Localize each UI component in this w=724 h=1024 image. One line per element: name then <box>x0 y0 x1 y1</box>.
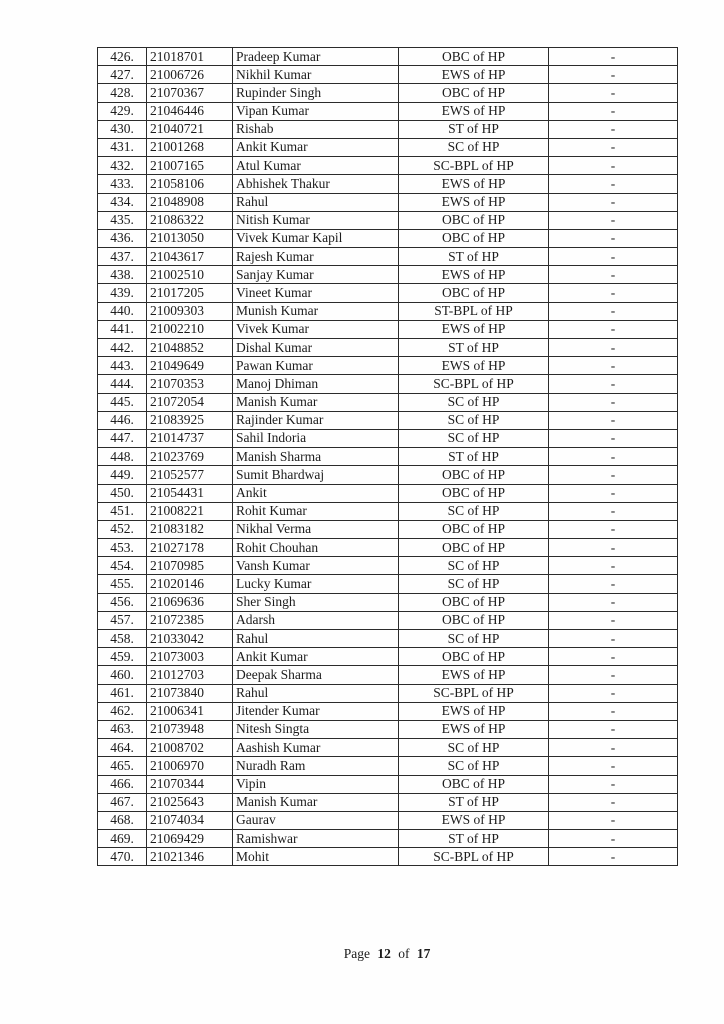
roll-no-cell: 21001268 <box>147 138 233 156</box>
roll-no-cell: 21070353 <box>147 375 233 393</box>
remark-cell: - <box>549 429 678 447</box>
roll-no-cell: 21048908 <box>147 193 233 211</box>
remark-cell: - <box>549 666 678 684</box>
roll-no-cell: 21007165 <box>147 157 233 175</box>
remark-cell: - <box>549 611 678 629</box>
serial-cell: 469. <box>98 830 147 848</box>
serial-cell: 465. <box>98 757 147 775</box>
table-row <box>98 84 678 102</box>
table-row <box>98 229 678 247</box>
remark-cell: - <box>549 484 678 502</box>
name-cell: Rahul <box>233 684 399 702</box>
category-cell: SC-BPL of HP <box>399 157 549 175</box>
roll-no-cell: 21070367 <box>147 84 233 102</box>
name-cell: Manish Kumar <box>233 393 399 411</box>
remark-cell: - <box>549 630 678 648</box>
name-cell: Rohit Kumar <box>233 502 399 520</box>
name-cell: Manoj Dhiman <box>233 375 399 393</box>
remark-cell: - <box>549 284 678 302</box>
results-table-body <box>98 48 678 866</box>
category-cell: EWS of HP <box>399 266 549 284</box>
category-cell: OBC of HP <box>399 775 549 793</box>
remark-cell: - <box>549 448 678 466</box>
table-row <box>98 666 678 684</box>
table-row <box>98 193 678 211</box>
roll-no-cell: 21058106 <box>147 175 233 193</box>
remark-cell: - <box>549 102 678 120</box>
roll-no-cell: 21013050 <box>147 229 233 247</box>
roll-no-cell: 21049649 <box>147 357 233 375</box>
serial-cell: 455. <box>98 575 147 593</box>
remark-cell: - <box>549 684 678 702</box>
roll-no-cell: 21083925 <box>147 411 233 429</box>
category-cell: EWS of HP <box>399 811 549 829</box>
table-row <box>98 811 678 829</box>
remark-cell: - <box>549 520 678 538</box>
roll-no-cell: 21086322 <box>147 211 233 229</box>
roll-no-cell: 21023769 <box>147 448 233 466</box>
roll-no-cell: 21040721 <box>147 120 233 138</box>
roll-no-cell: 21002510 <box>147 266 233 284</box>
table-row <box>98 302 678 320</box>
serial-cell: 432. <box>98 157 147 175</box>
table-row <box>98 248 678 266</box>
table-row <box>98 375 678 393</box>
category-cell: OBC of HP <box>399 593 549 611</box>
table-row <box>98 357 678 375</box>
name-cell: Rahul <box>233 630 399 648</box>
table-row <box>98 630 678 648</box>
footer-total-pages: 17 <box>416 946 431 961</box>
name-cell: Nikhal Verma <box>233 520 399 538</box>
remark-cell: - <box>549 575 678 593</box>
category-cell: EWS of HP <box>399 357 549 375</box>
remark-cell: - <box>549 357 678 375</box>
remark-cell: - <box>549 775 678 793</box>
roll-no-cell: 21014737 <box>147 429 233 447</box>
serial-cell: 464. <box>98 739 147 757</box>
category-cell: OBC of HP <box>399 211 549 229</box>
category-cell: SC of HP <box>399 757 549 775</box>
remark-cell: - <box>549 138 678 156</box>
table-row <box>98 211 678 229</box>
serial-cell: 456. <box>98 593 147 611</box>
remark-cell: - <box>549 66 678 84</box>
name-cell: Rohit Chouhan <box>233 539 399 557</box>
serial-cell: 457. <box>98 611 147 629</box>
serial-cell: 445. <box>98 393 147 411</box>
serial-cell: 438. <box>98 266 147 284</box>
serial-cell: 451. <box>98 502 147 520</box>
name-cell: Mohit <box>233 848 399 866</box>
category-cell: OBC of HP <box>399 84 549 102</box>
name-cell: Munish Kumar <box>233 302 399 320</box>
remark-cell: - <box>549 848 678 866</box>
table-row <box>98 830 678 848</box>
serial-cell: 436. <box>98 229 147 247</box>
serial-cell: 458. <box>98 630 147 648</box>
table-row <box>98 284 678 302</box>
serial-cell: 447. <box>98 429 147 447</box>
roll-no-cell: 21006341 <box>147 702 233 720</box>
footer-of-label: of <box>398 946 410 961</box>
table-row <box>98 102 678 120</box>
table-row <box>98 702 678 720</box>
remark-cell: - <box>549 375 678 393</box>
table-row <box>98 484 678 502</box>
roll-no-cell: 21017205 <box>147 284 233 302</box>
roll-no-cell: 21048852 <box>147 339 233 357</box>
remark-cell: - <box>549 793 678 811</box>
serial-cell: 466. <box>98 775 147 793</box>
category-cell: OBC of HP <box>399 520 549 538</box>
table-row <box>98 429 678 447</box>
serial-cell: 444. <box>98 375 147 393</box>
serial-cell: 430. <box>98 120 147 138</box>
serial-cell: 446. <box>98 411 147 429</box>
category-cell: EWS of HP <box>399 102 549 120</box>
category-cell: EWS of HP <box>399 320 549 338</box>
remark-cell: - <box>549 229 678 247</box>
category-cell: EWS of HP <box>399 175 549 193</box>
category-cell: ST of HP <box>399 448 549 466</box>
category-cell: SC-BPL of HP <box>399 848 549 866</box>
table-row <box>98 502 678 520</box>
category-cell: SC of HP <box>399 739 549 757</box>
name-cell: Ankit Kumar <box>233 648 399 666</box>
category-cell: SC-BPL of HP <box>399 375 549 393</box>
category-cell: OBC of HP <box>399 539 549 557</box>
name-cell: Ankit Kumar <box>233 138 399 156</box>
remark-cell: - <box>549 757 678 775</box>
roll-no-cell: 21072054 <box>147 393 233 411</box>
category-cell: SC of HP <box>399 138 549 156</box>
name-cell: Pawan Kumar <box>233 357 399 375</box>
table-row <box>98 411 678 429</box>
serial-cell: 439. <box>98 284 147 302</box>
name-cell: Aashish Kumar <box>233 739 399 757</box>
serial-cell: 450. <box>98 484 147 502</box>
remark-cell: - <box>549 339 678 357</box>
roll-no-cell: 21043617 <box>147 248 233 266</box>
roll-no-cell: 21021346 <box>147 848 233 866</box>
table-row <box>98 393 678 411</box>
category-cell: EWS of HP <box>399 702 549 720</box>
category-cell: SC of HP <box>399 630 549 648</box>
name-cell: Vipin <box>233 775 399 793</box>
table-row <box>98 266 678 284</box>
roll-no-cell: 21006726 <box>147 66 233 84</box>
table-row <box>98 466 678 484</box>
table-row <box>98 593 678 611</box>
table-row <box>98 66 678 84</box>
serial-cell: 440. <box>98 302 147 320</box>
name-cell: Vivek Kumar Kapil <box>233 229 399 247</box>
category-cell: EWS of HP <box>399 666 549 684</box>
remark-cell: - <box>549 266 678 284</box>
serial-cell: 427. <box>98 66 147 84</box>
name-cell: Nikhil Kumar <box>233 66 399 84</box>
name-cell: Gaurav <box>233 811 399 829</box>
category-cell: ST of HP <box>399 248 549 266</box>
serial-cell: 442. <box>98 339 147 357</box>
name-cell: Deepak Sharma <box>233 666 399 684</box>
remark-cell: - <box>549 157 678 175</box>
roll-no-cell: 21073948 <box>147 720 233 738</box>
table-row <box>98 539 678 557</box>
serial-cell: 452. <box>98 520 147 538</box>
name-cell: Rajesh Kumar <box>233 248 399 266</box>
footer-page-label: Page <box>343 946 370 961</box>
category-cell: ST of HP <box>399 339 549 357</box>
roll-no-cell: 21018701 <box>147 48 233 66</box>
table-row <box>98 684 678 702</box>
name-cell: Manish Sharma <box>233 448 399 466</box>
serial-cell: 449. <box>98 466 147 484</box>
table-row <box>98 648 678 666</box>
serial-cell: 428. <box>98 84 147 102</box>
remark-cell: - <box>549 248 678 266</box>
remark-cell: - <box>549 320 678 338</box>
serial-cell: 433. <box>98 175 147 193</box>
serial-cell: 448. <box>98 448 147 466</box>
roll-no-cell: 21070344 <box>147 775 233 793</box>
name-cell: Jitender Kumar <box>233 702 399 720</box>
category-cell: ST of HP <box>399 793 549 811</box>
remark-cell: - <box>549 393 678 411</box>
category-cell: SC of HP <box>399 502 549 520</box>
roll-no-cell: 21069429 <box>147 830 233 848</box>
roll-no-cell: 21070985 <box>147 557 233 575</box>
roll-no-cell: 21027178 <box>147 539 233 557</box>
remark-cell: - <box>549 175 678 193</box>
category-cell: ST-BPL of HP <box>399 302 549 320</box>
category-cell: EWS of HP <box>399 193 549 211</box>
name-cell: Atul Kumar <box>233 157 399 175</box>
serial-cell: 435. <box>98 211 147 229</box>
table-row <box>98 757 678 775</box>
roll-no-cell: 21072385 <box>147 611 233 629</box>
name-cell: Vipan Kumar <box>233 102 399 120</box>
name-cell: Abhishek Thakur <box>233 175 399 193</box>
roll-no-cell: 21083182 <box>147 520 233 538</box>
serial-cell: 443. <box>98 357 147 375</box>
serial-cell: 459. <box>98 648 147 666</box>
category-cell: OBC of HP <box>399 48 549 66</box>
name-cell: Dishal Kumar <box>233 339 399 357</box>
remark-cell: - <box>549 539 678 557</box>
category-cell: OBC of HP <box>399 284 549 302</box>
roll-no-cell: 21020146 <box>147 575 233 593</box>
remark-cell: - <box>549 739 678 757</box>
roll-no-cell: 21006970 <box>147 757 233 775</box>
name-cell: Rajinder Kumar <box>233 411 399 429</box>
name-cell: Sanjay Kumar <box>233 266 399 284</box>
remark-cell: - <box>549 302 678 320</box>
name-cell: Nitesh Singta <box>233 720 399 738</box>
category-cell: EWS of HP <box>399 66 549 84</box>
table-row <box>98 575 678 593</box>
table-row <box>98 775 678 793</box>
table-row <box>98 448 678 466</box>
roll-no-cell: 21073840 <box>147 684 233 702</box>
footer-page-number: 12 <box>377 946 391 961</box>
table-row <box>98 739 678 757</box>
category-cell: SC of HP <box>399 429 549 447</box>
remark-cell: - <box>549 557 678 575</box>
category-cell: OBC of HP <box>399 466 549 484</box>
category-cell: ST of HP <box>399 120 549 138</box>
table-row <box>98 320 678 338</box>
category-cell: SC of HP <box>399 393 549 411</box>
roll-no-cell: 21074034 <box>147 811 233 829</box>
category-cell: OBC of HP <box>399 484 549 502</box>
remark-cell: - <box>549 211 678 229</box>
category-cell: EWS of HP <box>399 720 549 738</box>
name-cell: Pradeep Kumar <box>233 48 399 66</box>
name-cell: Sher Singh <box>233 593 399 611</box>
serial-cell: 441. <box>98 320 147 338</box>
serial-cell: 434. <box>98 193 147 211</box>
name-cell: Rupinder Singh <box>233 84 399 102</box>
remark-cell: - <box>549 830 678 848</box>
remark-cell: - <box>549 502 678 520</box>
name-cell: Rahul <box>233 193 399 211</box>
name-cell: Sumit Bhardwaj <box>233 466 399 484</box>
remark-cell: - <box>549 720 678 738</box>
roll-no-cell: 21009303 <box>147 302 233 320</box>
roll-no-cell: 21073003 <box>147 648 233 666</box>
serial-cell: 426. <box>98 48 147 66</box>
table-row <box>98 720 678 738</box>
category-cell: SC of HP <box>399 411 549 429</box>
category-cell: OBC of HP <box>399 648 549 666</box>
name-cell: Adarsh <box>233 611 399 629</box>
name-cell: Vivek Kumar <box>233 320 399 338</box>
roll-no-cell: 21008221 <box>147 502 233 520</box>
roll-no-cell: 21025643 <box>147 793 233 811</box>
page-footer <box>97 946 677 962</box>
remark-cell: - <box>549 193 678 211</box>
serial-cell: 460. <box>98 666 147 684</box>
name-cell: Rishab <box>233 120 399 138</box>
name-cell: Sahil Indoria <box>233 429 399 447</box>
serial-cell: 463. <box>98 720 147 738</box>
remark-cell: - <box>549 466 678 484</box>
remark-cell: - <box>549 48 678 66</box>
remark-cell: - <box>549 120 678 138</box>
serial-cell: 468. <box>98 811 147 829</box>
name-cell: Vansh Kumar <box>233 557 399 575</box>
table-row <box>98 557 678 575</box>
roll-no-cell: 21046446 <box>147 102 233 120</box>
serial-cell: 453. <box>98 539 147 557</box>
table-row <box>98 157 678 175</box>
name-cell: Manish Kumar <box>233 793 399 811</box>
serial-cell: 462. <box>98 702 147 720</box>
table-row <box>98 138 678 156</box>
name-cell: Nuradh Ram <box>233 757 399 775</box>
category-cell: OBC of HP <box>399 229 549 247</box>
remark-cell: - <box>549 811 678 829</box>
roll-no-cell: 21054431 <box>147 484 233 502</box>
name-cell: Ankit <box>233 484 399 502</box>
serial-cell: 431. <box>98 138 147 156</box>
remark-cell: - <box>549 593 678 611</box>
table-row <box>98 339 678 357</box>
roll-no-cell: 21002210 <box>147 320 233 338</box>
remark-cell: - <box>549 648 678 666</box>
table-row <box>98 793 678 811</box>
serial-cell: 470. <box>98 848 147 866</box>
table-row <box>98 48 678 66</box>
serial-cell: 437. <box>98 248 147 266</box>
table-row <box>98 175 678 193</box>
table-row <box>98 848 678 866</box>
remark-cell: - <box>549 411 678 429</box>
roll-no-cell: 21069636 <box>147 593 233 611</box>
serial-cell: 429. <box>98 102 147 120</box>
roll-no-cell: 21012703 <box>147 666 233 684</box>
name-cell: Ramishwar <box>233 830 399 848</box>
remark-cell: - <box>549 84 678 102</box>
merit-list-table <box>97 47 678 866</box>
category-cell: OBC of HP <box>399 611 549 629</box>
serial-cell: 454. <box>98 557 147 575</box>
table-row <box>98 520 678 538</box>
category-cell: SC-BPL of HP <box>399 684 549 702</box>
name-cell: Vineet Kumar <box>233 284 399 302</box>
category-cell: SC of HP <box>399 557 549 575</box>
serial-cell: 461. <box>98 684 147 702</box>
roll-no-cell: 21033042 <box>147 630 233 648</box>
category-cell: ST of HP <box>399 830 549 848</box>
remark-cell: - <box>549 702 678 720</box>
name-cell: Lucky Kumar <box>233 575 399 593</box>
name-cell: Nitish Kumar <box>233 211 399 229</box>
serial-cell: 467. <box>98 793 147 811</box>
category-cell: SC of HP <box>399 575 549 593</box>
roll-no-cell: 21008702 <box>147 739 233 757</box>
roll-no-cell: 21052577 <box>147 466 233 484</box>
table-row <box>98 120 678 138</box>
table-row <box>98 611 678 629</box>
